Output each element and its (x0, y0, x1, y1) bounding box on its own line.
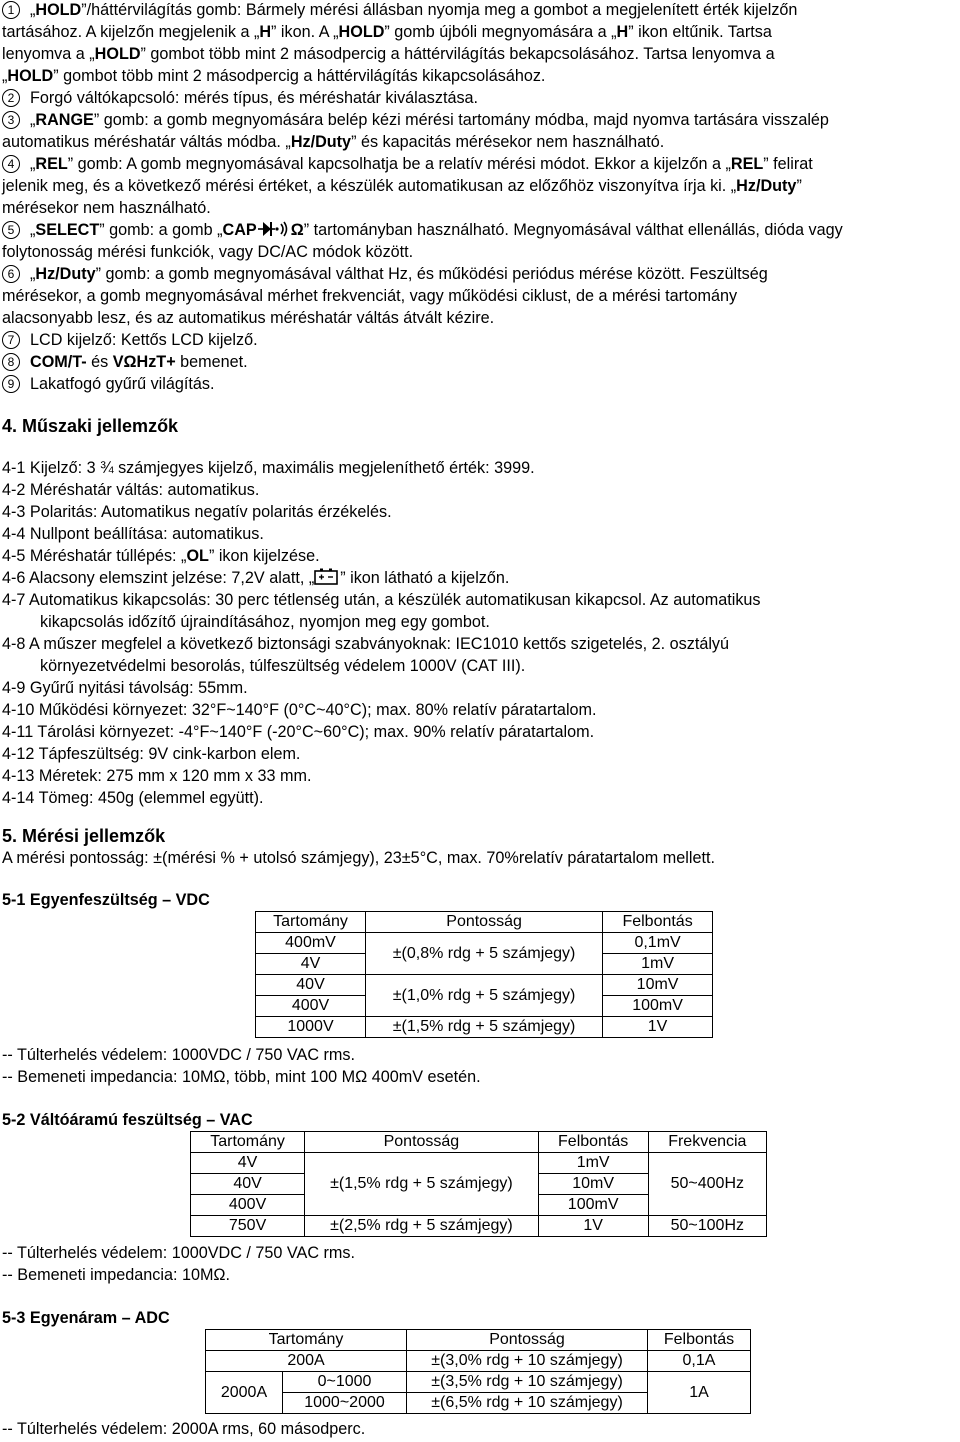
section-5-intro: A mérési pontosság: ±(mérési % + utolsó számjegy), 23±5°C, max. 70%relatív páratartalom mellett. (2, 849, 715, 867)
spec-4-12: 4-12 Tápfeszültség: 9V cink-karbon elem. (2, 745, 301, 763)
spec-4-2: 4-2 Méréshatár váltás: automatikus. (2, 481, 260, 499)
table-cell: 1mV (538, 1153, 648, 1174)
table-row (191, 1132, 767, 1153)
spec-4-7-line-1: 4-7 Automatikus kikapcsolás: 30 perc tétlenség után, a készülék automatikusan kikapcsol. Az automatikus (2, 591, 761, 609)
vac-note-1: -- Túlterhelés védelem: 1000VDC / 750 VAC rms. (2, 1244, 355, 1262)
table-row (206, 1351, 751, 1372)
item-4-line-1: 4 „REL” gomb: A gomb megnyomásával kapcsolhatja be a relatív mérési módot. Ekkor a kijelzőn a „REL” felirat (2, 154, 813, 174)
table-cell: 1V (603, 1017, 713, 1038)
spec-4-9: 4-9 Gyűrű nyitási távolság: 55mm. (2, 679, 248, 697)
spec-4-7-line-2: kikapcsolás időzítő újraindításához, nyomjon meg egy gombot. (40, 613, 490, 631)
table-cell: 0,1mV (603, 933, 713, 954)
table-cell: ±(3,0% rdg + 10 számjegy) (407, 1351, 648, 1372)
item-9: 9 Lakatfogó gyűrű világítás. (2, 374, 214, 394)
table-row (256, 912, 713, 933)
table-header: Tartomány (206, 1330, 407, 1351)
table-cell: 4V (256, 954, 366, 975)
table-cell: 100mV (603, 996, 713, 1017)
table-header: Pontosság (305, 1132, 539, 1153)
table-cell: ±(6,5% rdg + 10 számjegy) (407, 1393, 648, 1414)
table-cell: 1000V (256, 1017, 366, 1038)
table-cell: 1A (648, 1372, 751, 1414)
battery-icon (314, 568, 340, 586)
table-header: Tartomány (191, 1132, 305, 1153)
item-number-2: 2 (2, 89, 20, 107)
item-1-line-4: „HOLD” gombot több mint 2 másodpercig a háttérvilágítás kikapcsolásához. (2, 67, 546, 85)
spec-4-13: 4-13 Méretek: 275 mm x 120 mm x 33 mm. (2, 767, 312, 785)
table-cell: ±(3,5% rdg + 10 számjegy) (407, 1372, 648, 1393)
spec-4-11: 4-11 Tárolási környezet: -4°F~140°F (-20°C~60°C); max. 90% relatív páratartalom. (2, 723, 595, 741)
vdc-note-2: -- Bemeneti impedancia: 10MΩ, több, mint 100 MΩ 400mV esetén. (2, 1068, 481, 1086)
spec-4-4: 4-4 Nullpont beállítása: automatikus. (2, 525, 264, 543)
adc-title: 5-3 Egyenáram – ADC (2, 1309, 170, 1327)
table-cell: 1000~2000 (283, 1393, 407, 1414)
item-6-line-1: 6 „Hz/Duty” gomb: a gomb megnyomásával válthat Hz, és működési periódus mérése között. Feszültség (2, 264, 768, 284)
table-header: Pontosság (366, 912, 603, 933)
spec-4-6: 4-6 Alacsony elemszint jelzése: 7,2V alatt, „ ” ikon látható a kijelzőn. (2, 569, 510, 587)
table-cell: 0~1000 (283, 1372, 407, 1393)
table-row (256, 1017, 713, 1038)
table-cell: ±(2,5% rdg + 5 számjegy) (305, 1216, 539, 1237)
table-cell: 400mV (256, 933, 366, 954)
item-number-6: 6 (2, 265, 20, 283)
vac-title: 5-2 Váltóáramú feszültség – VAC (2, 1111, 253, 1129)
item-8: 8 COM/T- és VΩHzT+ bemenet. (2, 352, 248, 372)
table-cell: 100mV (538, 1195, 648, 1216)
table-cell: ±(1,0% rdg + 5 számjegy) (366, 975, 603, 1017)
item-7: 7 LCD kijelző: Kettős LCD kijelző. (2, 330, 258, 350)
item-4-line-2: jelenik meg, és a következő mérési értéket, a készülék automatikusan az előzőhöz viszonyítva írja ki. „Hz/Duty” (2, 177, 802, 195)
item-3-line-2: automatikus méréshatár váltás módba. „Hz/Duty” és kapacitás mérésekor nem használható. (2, 133, 665, 151)
item-4-line-3: mérésekor nem használható. (2, 199, 211, 217)
vdc-title: 5-1 Egyenfeszültség – VDC (2, 891, 210, 909)
table-cell: ±(1,5% rdg + 5 számjegy) (366, 1017, 603, 1038)
spec-4-14: 4-14 Tömeg: 450g (elemmel együtt). (2, 789, 264, 807)
item-number-9: 9 (2, 375, 20, 393)
item-2: 2 Forgó váltókapcsoló: mérés típus, és méréshatár kiválasztása. (2, 88, 478, 108)
table-cell: 400V (191, 1195, 305, 1216)
table-cell: ±(0,8% rdg + 5 számjegy) (366, 933, 603, 975)
table-cell: 40V (256, 975, 366, 996)
table-cell: 200A (206, 1351, 407, 1372)
table-header: Felbontás (648, 1330, 751, 1351)
diode-continuity-icon (257, 220, 291, 238)
section-5-title: 5. Mérési jellemzők (2, 826, 166, 846)
item-number-8: 8 (2, 353, 20, 371)
adc-note-1: -- Túlterhelés védelem: 2000A rms, 60 másodperc. (2, 1420, 366, 1438)
table-header: Tartomány (256, 912, 366, 933)
table-cell: 50~400Hz (648, 1153, 766, 1216)
table-header: Felbontás (603, 912, 713, 933)
table-row (206, 1330, 751, 1351)
item-3-line-1: 3 „RANGE” gomb: a gomb megnyomására belép kézi mérési tartomány módba, majd nyomva tartására visszalép (2, 110, 829, 130)
spec-4-3: 4-3 Polaritás: Automatikus negatív polaritás érzékelés. (2, 503, 392, 521)
vdc-note-1: -- Túlterhelés védelem: 1000VDC / 750 VAC rms. (2, 1046, 355, 1064)
table-cell: 4V (191, 1153, 305, 1174)
adc-table (205, 1329, 751, 1414)
table-cell: 50~100Hz (648, 1216, 766, 1237)
table-cell: 750V (191, 1216, 305, 1237)
table-cell: 1mV (603, 954, 713, 975)
spec-4-8-line-1: 4-8 A műszer megfelel a következő biztonsági szabványoknak: IEC1010 kettős szigetelés, 2. osztályú (2, 635, 730, 653)
table-header: Felbontás (538, 1132, 648, 1153)
spec-4-1: 4-1 Kijelző: 3 ¾ számjegyes kijelző, maximális megjeleníthető érték: 3999. (2, 459, 535, 477)
spec-4-10: 4-10 Működési környezet: 32°F~140°F (0°C~40°C); max. 80% relatív páratartalom. (2, 701, 597, 719)
table-cell: 2000A (206, 1372, 283, 1414)
section-4-title: 4. Műszaki jellemzők (2, 416, 179, 436)
vac-table (190, 1131, 767, 1237)
table-row (206, 1372, 751, 1393)
item-number-7: 7 (2, 331, 20, 349)
item-number-4: 4 (2, 155, 20, 173)
table-cell: 10mV (538, 1174, 648, 1195)
item-1-line-2: tartásához. A kijelzőn megjelenik a „H” ikon. A „HOLD” gomb újbóli megnyomására a „H” ikon eltűnik. Tartsa (2, 23, 772, 41)
table-header: Pontosság (407, 1330, 648, 1351)
item-5-line-2: folytonosság mérési funkciók, vagy DC/AC módok között. (2, 243, 414, 261)
item-number-1: 1 (2, 1, 20, 19)
item-1-line-1: 1 „HOLD”/háttérvilágítás gomb: Bármely mérési állásban nyomja meg a gombot a megjelenített érték kijelzőn (2, 0, 797, 20)
table-cell: ±(1,5% rdg + 5 számjegy) (305, 1153, 539, 1216)
item-number-3: 3 (2, 111, 20, 129)
table-cell: 40V (191, 1174, 305, 1195)
item-1-line-3: lenyomva a „HOLD” gombot több mint 2 másodpercig a háttérvilágítás bekapcsolásához. Tartsa lenyomva a (2, 45, 775, 63)
table-cell: 10mV (603, 975, 713, 996)
table-cell: 1V (538, 1216, 648, 1237)
table-row (191, 1153, 767, 1174)
spec-4-5: 4-5 Méréshatár túllépés: „OL” ikon kijelzése. (2, 547, 320, 565)
table-row (256, 933, 713, 954)
table-header: Frekvencia (648, 1132, 766, 1153)
item-5-line-1: 5 „SELECT” gomb: a gomb „CAP Ω” tartományban használható. Megnyomásával válthat ellenállás, dióda vagy (2, 220, 843, 240)
item-6-line-3: alacsonyabb lesz, és az automatikus méréshatár váltás átvált kézire. (2, 309, 495, 327)
vac-note-2: -- Bemeneti impedancia: 10MΩ. (2, 1266, 231, 1284)
table-cell: 400V (256, 996, 366, 1017)
item-number-5: 5 (2, 221, 20, 239)
table-row (256, 975, 713, 996)
spec-4-8-line-2: környezetvédelmi besorolás, túlfeszültség védelem 1000V (CAT III). (40, 657, 526, 675)
item-6-line-2: mérésekor, a gomb megnyomásával mérhet frekvenciát, vagy működési ciklust, de a mérési tartomány (2, 287, 738, 305)
table-row (191, 1216, 767, 1237)
table-cell: 0,1A (648, 1351, 751, 1372)
vdc-table (255, 911, 713, 1038)
